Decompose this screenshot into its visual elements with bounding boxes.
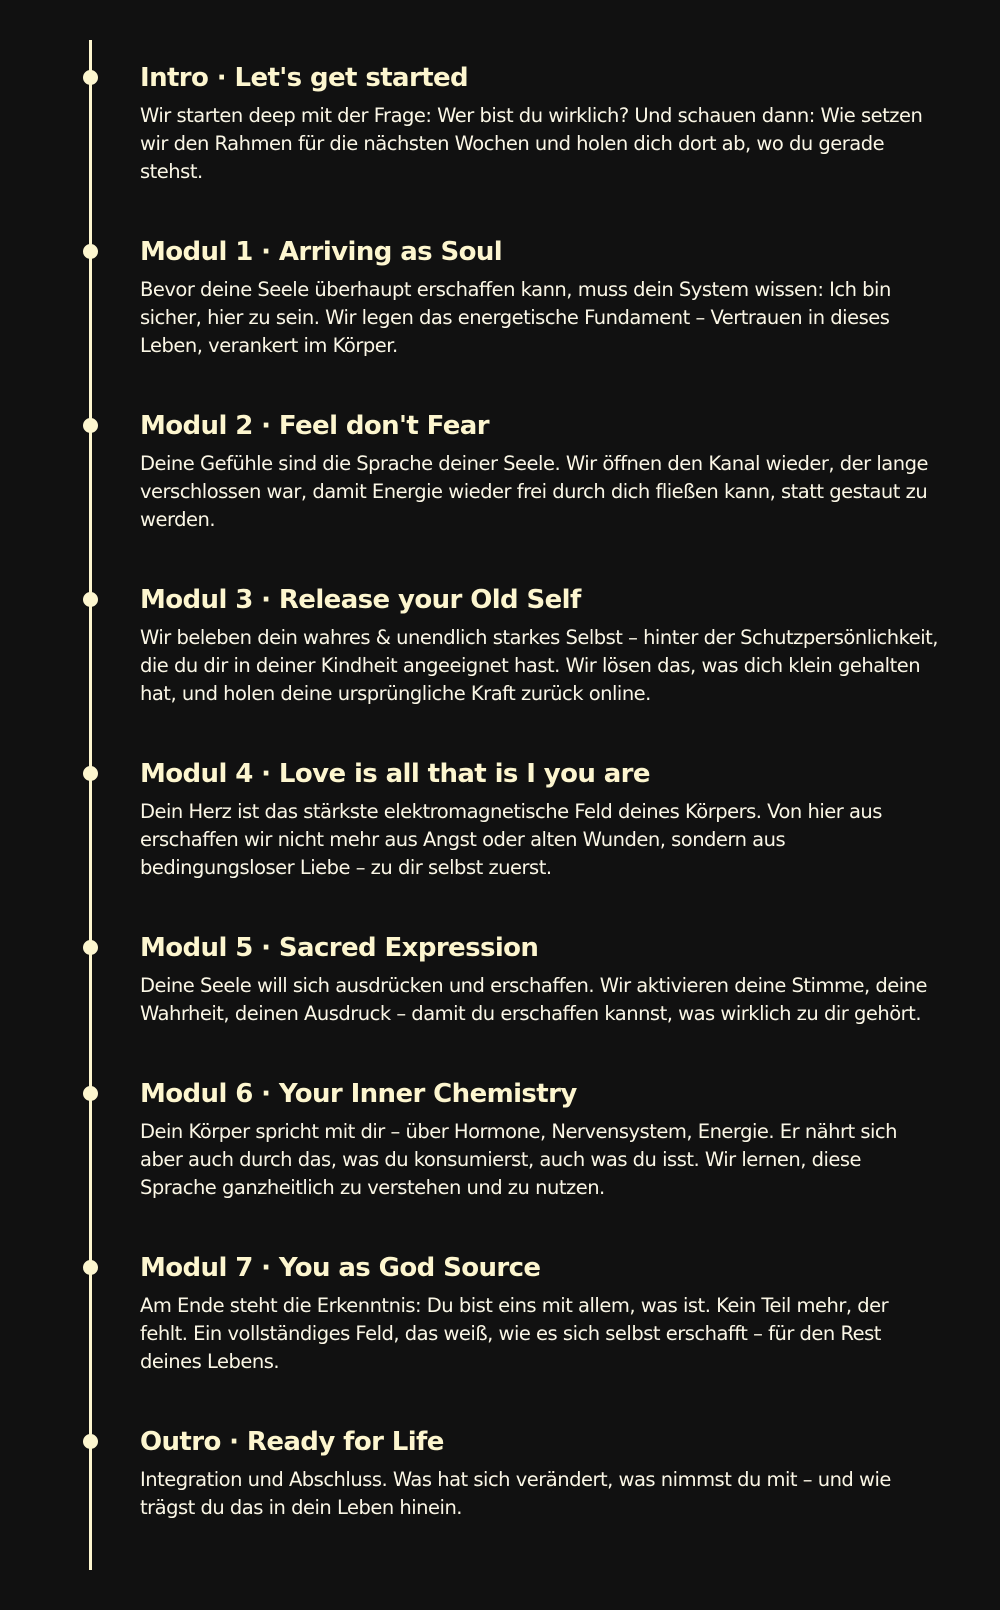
timeline-dot bbox=[83, 766, 98, 781]
module-title: Modul 6 · Your Inner Chemistry bbox=[140, 1079, 577, 1109]
timeline-line bbox=[89, 40, 92, 1570]
module-description: Bevor deine Seele überhaupt erschaffen kann, muss dein System wissen: Ich bin sicher, hier zu sein. Wir legen das energetische Fundament – Vertrauen in dieses Leben, verankert im Körper. bbox=[140, 278, 891, 357]
module-description: Am Ende steht die Erkenntnis: Du bist eins mit allem, was ist. Kein Teil mehr, der fehlt. Ein vollständiges Feld, das weiß, wie es sich selbst erschafft – für den Rest deines Lebens. bbox=[140, 1294, 889, 1373]
module-title: Intro · Let's get started bbox=[140, 63, 469, 93]
timeline-dot bbox=[83, 1260, 98, 1275]
module-description: Deine Seele will sich ausdrücken und erschaffen. Wir aktivieren deine Stimme, deine Wahrheit, deinen Ausdruck – damit du erschaffen kannst, was wirklich zu dir gehört. bbox=[140, 974, 928, 1025]
timeline-dot bbox=[83, 592, 98, 607]
timeline-dot bbox=[83, 70, 98, 85]
module-title: Modul 2 · Feel don't Fear bbox=[140, 411, 489, 441]
module-description: Deine Gefühle sind die Sprache deiner Seele. Wir öffnen den Kanal wieder, der lange verschlossen war, damit Energie wieder frei durch dich fließen kann, statt gestaut zu werden. bbox=[140, 452, 928, 531]
module-description: Dein Körper spricht mit dir – über Hormone, Nervensystem, Energie. Er nährt sich aber auch durch das, was du konsumierst, auch was du isst. Wir lernen, diese Sprache ganzheitlich zu verstehen und zu nutzen. bbox=[140, 1120, 898, 1199]
module-title: Modul 5 · Sacred Expression bbox=[140, 933, 539, 963]
module-title: Outro · Ready for Life bbox=[140, 1427, 444, 1457]
module-description: Dein Herz ist das stärkste elektromagnetische Feld deines Körpers. Von hier aus erschaffen wir nicht mehr aus Angst oder alten Wunden, sondern aus bedingungsloser Liebe – zu dir selbst zuerst. bbox=[140, 800, 882, 879]
module-title: Modul 3 · Release your Old Self bbox=[140, 585, 581, 615]
module-description: Wir beleben dein wahres & unendlich starkes Selbst – hinter der Schutzpersönlichkeit, die du dir in deiner Kindheit angeeignet hast. Wir lösen das, was dich klein gehalten hat, und holen deine ursprüngliche Kraft zurück online. bbox=[140, 626, 938, 705]
timeline-dot bbox=[83, 244, 98, 259]
timeline-dot bbox=[83, 1086, 98, 1101]
timeline-dot bbox=[83, 1434, 98, 1449]
module-title: Modul 4 · Love is all that is I you are bbox=[140, 759, 650, 789]
module-description: Wir starten deep mit der Frage: Wer bist du wirklich? Und schauen dann: Wie setzen wir den Rahmen für die nächsten Wochen und holen dich dort ab, wo du gerade stehst. bbox=[140, 104, 923, 183]
module-title: Modul 7 · You as God Source bbox=[140, 1253, 541, 1283]
timeline-dot bbox=[83, 418, 98, 433]
module-description: Integration und Abschluss. Was hat sich verändert, was nimmst du mit – und wie trägst du das in dein Leben hinein. bbox=[140, 1468, 891, 1519]
timeline-dot bbox=[83, 940, 98, 955]
module-title: Modul 1 · Arriving as Soul bbox=[140, 237, 503, 267]
